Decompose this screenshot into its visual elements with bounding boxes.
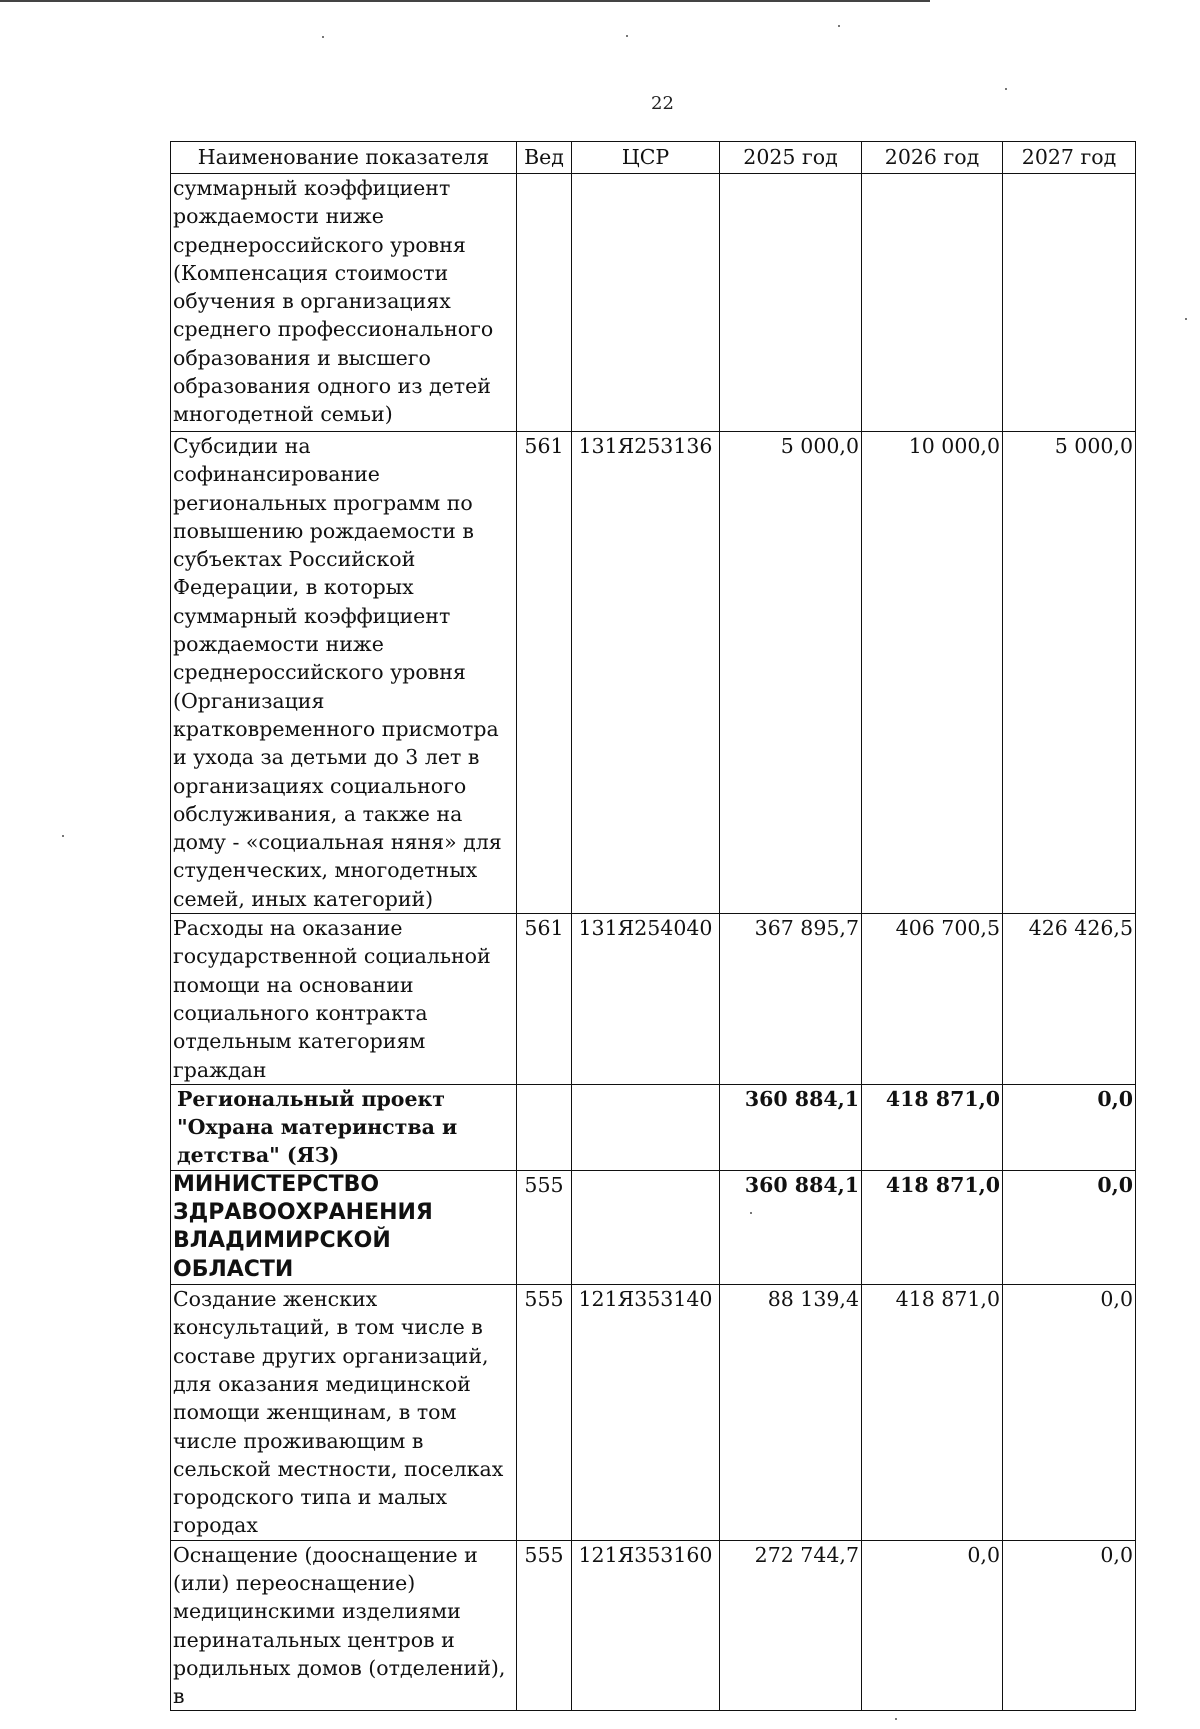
row-csr: 131Я254040	[572, 914, 720, 1085]
scan-speck	[838, 25, 840, 27]
row-ved: 555	[517, 1170, 572, 1284]
row-2027: 0,0	[1003, 1170, 1136, 1284]
row-2025: 88 139,4	[720, 1285, 862, 1541]
row-2025: 272 744,7	[720, 1540, 862, 1711]
row-2027: 5 000,0	[1003, 432, 1136, 914]
header-2025: 2025 год	[720, 142, 862, 174]
scan-speck	[750, 1212, 752, 1214]
table-row	[171, 1285, 1136, 1541]
header-2026: 2026 год	[862, 142, 1003, 174]
row-2027: 426 426,5	[1003, 914, 1136, 1085]
row-2025	[720, 174, 862, 432]
scan-speck	[62, 835, 64, 837]
row-2025: 360 884,1	[720, 1084, 862, 1170]
row-name: Оснащение (дооснащение и (или) переоснащение) медицинскими изделиями перинатальных центров и родильных домов (отделений), в	[171, 1540, 517, 1711]
row-ved	[517, 1084, 572, 1170]
table-row	[171, 1540, 1136, 1711]
row-csr	[572, 174, 720, 432]
header-name: Наименование показателя	[171, 142, 517, 174]
scan-speck	[895, 1718, 897, 1720]
header-2027: 2027 год	[1003, 142, 1136, 174]
row-name: Субсидии на софинансирование региональных программ по повышению рождаемости в субъектах Российской Федерации, в которых суммарный коэффициент рождаемости ниже среднероссийского уровня (Организация кратковременного присмотра и ухода за детьми до 3 лет в организациях социального обслуживания, а также на дому - «социальная няня» для студенческих, многодетных семей, иных категорий)	[171, 432, 517, 914]
row-csr	[572, 1170, 720, 1284]
table-row	[171, 914, 1136, 1085]
table-row	[171, 174, 1136, 432]
row-csr: 121Я353140	[572, 1285, 720, 1541]
row-2026: 406 700,5	[862, 914, 1003, 1085]
row-name: Расходы на оказание государственной социальной помощи на основании социального контракта отдельным категориям граждан	[171, 914, 517, 1085]
table-row-ministry	[171, 1170, 1136, 1284]
header-csr: ЦСР	[572, 142, 720, 174]
scan-speck	[626, 35, 628, 37]
scan-speck	[1185, 318, 1187, 320]
row-2025: 367 895,7	[720, 914, 862, 1085]
row-2026: 0,0	[862, 1540, 1003, 1711]
row-name: Региональный проект "Охрана материнства и детства" (ЯЗ)	[171, 1084, 517, 1170]
row-ved: 555	[517, 1540, 572, 1711]
row-2027	[1003, 174, 1136, 432]
row-2027: 0,0	[1003, 1084, 1136, 1170]
row-ved: 555	[517, 1285, 572, 1541]
header-row	[171, 142, 1136, 174]
row-csr: 121Я353160	[572, 1540, 720, 1711]
row-2026: 10 000,0	[862, 432, 1003, 914]
row-ved	[517, 174, 572, 432]
header-ved: Вед	[517, 142, 572, 174]
budget-table	[170, 141, 1136, 1711]
row-2027: 0,0	[1003, 1540, 1136, 1711]
page-number: 22	[651, 93, 674, 114]
row-2026	[862, 174, 1003, 432]
row-name: суммарный коэффициент рождаемости ниже среднероссийского уровня (Компенсация стоимости обучения в организациях среднего профессионального образования и высшего образования одного из детей многодетной семьи)	[171, 174, 517, 432]
row-csr: 131Я253136	[572, 432, 720, 914]
row-name: МИНИСТЕРСТВО ЗДРАВООХРАНЕНИЯ ВЛАДИМИРСКОЙ ОБЛАСТИ	[171, 1170, 517, 1284]
row-ved: 561	[517, 432, 572, 914]
row-2025: 5 000,0	[720, 432, 862, 914]
row-name: Создание женских консультаций, в том числе в составе других организаций, для оказания медицинской помощи женщинам, в том числе проживающим в сельской местности, поселках городского типа и малых городах	[171, 1285, 517, 1541]
scan-speck	[1005, 88, 1007, 90]
row-csr	[572, 1084, 720, 1170]
row-2026: 418 871,0	[862, 1285, 1003, 1541]
top-scan-rule	[0, 0, 930, 2]
row-ved: 561	[517, 914, 572, 1085]
table-row	[171, 432, 1136, 914]
scan-speck	[322, 36, 324, 38]
row-2025: 360 884,1	[720, 1170, 862, 1284]
row-2026: 418 871,0	[862, 1170, 1003, 1284]
row-2027: 0,0	[1003, 1285, 1136, 1541]
row-2026: 418 871,0	[862, 1084, 1003, 1170]
table-row-project	[171, 1084, 1136, 1170]
